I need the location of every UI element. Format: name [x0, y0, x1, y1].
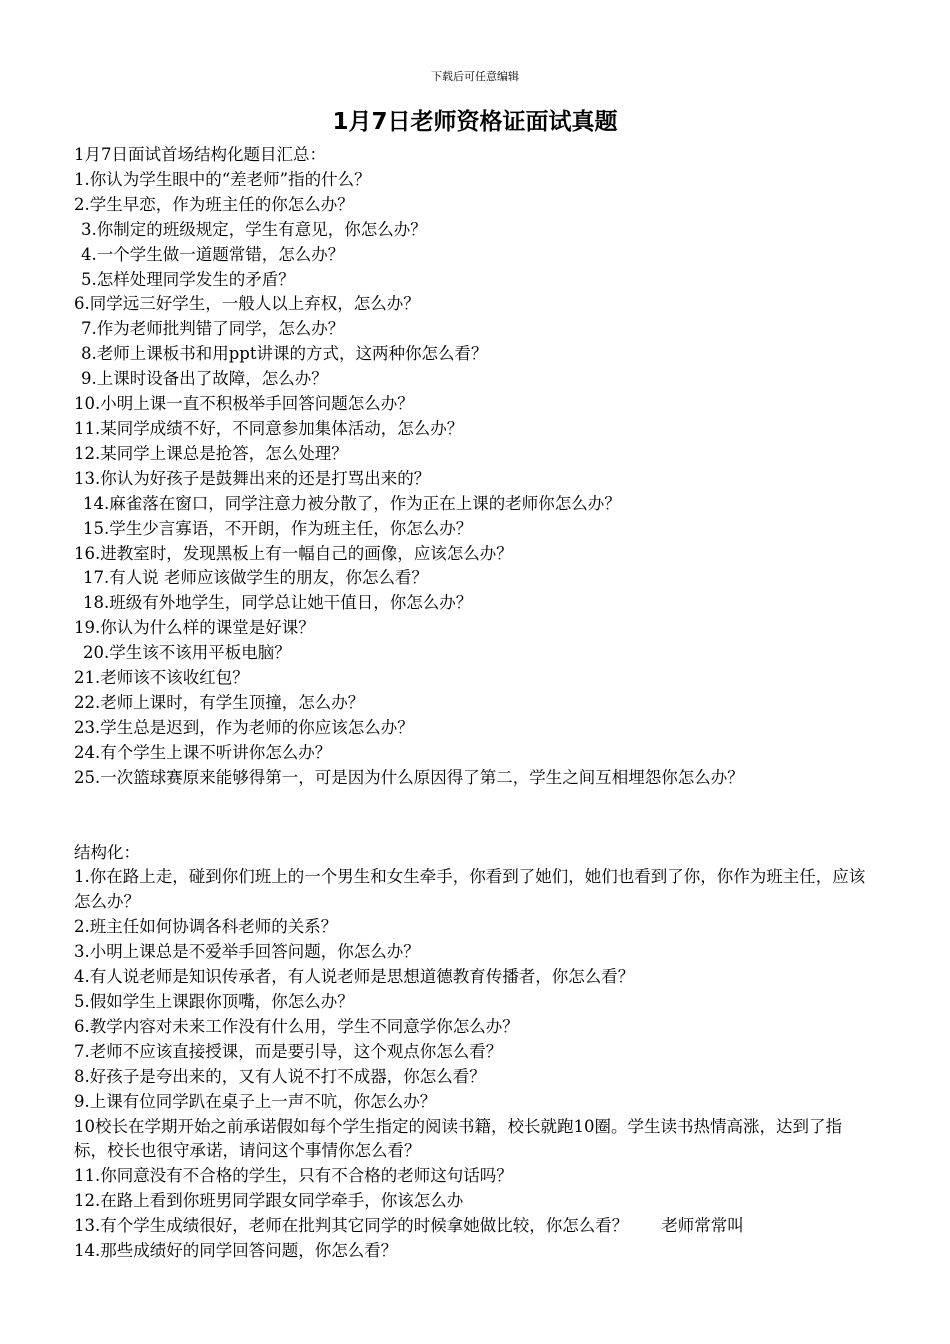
question-item: 4.有人说老师是知识传承者，有人说老师是思想道德教育传播者，你怎么看？	[74, 967, 635, 987]
question-item: 7.老师不应该直接授课，而是要引导，这个观点你怎么看？	[74, 1041, 503, 1061]
question-item: 9.上课时设备出了故障，怎么办？	[81, 369, 328, 389]
question-item: 10.小明上课一直不积极举手回答问题怎么办？	[74, 394, 414, 414]
question-item: 24.有个学生上课不听讲你怎么办？	[74, 742, 332, 762]
question-item: 12.在路上看到你班男同学跟女同学牵手，你该怎么办	[74, 1191, 464, 1211]
question-item: 14.麻雀落在窗口，同学注意力被分散了，作为正在上课的老师你怎么办？	[83, 493, 621, 513]
section2-heading: 结构化：	[74, 842, 140, 862]
question-item: 8.老师上课板书和用ppt讲课的方式，这两种你怎么看？	[81, 344, 488, 364]
question-item: 14.那些成绩好的同学回答问题，你怎么看？	[74, 1241, 398, 1261]
question-item: 16.进教室时，发现黑板上有一幅自己的画像，应该怎么办？	[74, 543, 513, 563]
question-item: 2.班主任如何协调各科老师的关系？	[74, 917, 338, 937]
question-item: 25.一次篮球赛原来能够得第一，可是因为什么原因得了第二，学生之间互相埋怨你怎么办？	[74, 767, 744, 787]
question-item: 1.你在路上走，碰到你们班上的一个男生和女生牵手，你看到了她们，她们也看到了你，你作为班主任，应该怎么办？	[74, 867, 866, 912]
question-item: 23.学生总是迟到，作为老师的你应该怎么办？	[74, 717, 414, 737]
document-body	[74, 143, 874, 1264]
question-item: 6.同学远三好学生，一般人以上弃权，怎么办？	[74, 294, 420, 314]
question-item: 2.学生早恋，作为班主任的你怎么办？	[74, 194, 354, 214]
section-gap	[74, 791, 874, 841]
document-title: 1月7日老师资格证面试真题	[332, 109, 618, 135]
question-item: 21.老师该不该收红包？	[74, 668, 249, 688]
question-item: 4.一个学生做一道题常错，怎么办？	[81, 244, 345, 264]
question-item: 10校长在学期开始之前承诺假如每个学生指定的阅读书籍，校长就跑10圈。学生读书热情高涨，达到了指标，校长也很守承诺，请问这个事情你怎么看？	[74, 1116, 842, 1161]
section1-heading: 1月7日面试首场结构化题目汇总：	[74, 145, 326, 164]
question-item: 6.教学内容对未来工作没有什么用，学生不同意学你怎么办？	[74, 1016, 519, 1036]
question-item: 22.老师上课时，有学生顶撞，怎么办？	[74, 692, 365, 712]
question-item: 12.某同学上课总是抢答，怎么处理？	[74, 443, 348, 463]
question-item: 17.有人说 老师应该做学生的朋友，你怎么看？	[83, 568, 428, 588]
question-item: 13.有个学生成绩很好，老师在批判其它同学的时候拿她做比较，你怎么看？ 老师常常叫	[74, 1216, 744, 1236]
question-item: 8.好孩子是夸出来的，又有人说不打不成器，你怎么看？	[74, 1066, 486, 1086]
question-item: 18.班级有外地学生，同学总让她干值日，你怎么办？	[83, 593, 473, 613]
question-item: 7.作为老师批判错了同学，怎么办？	[81, 319, 345, 339]
question-item: 5.怎样处理同学发生的矛盾？	[81, 269, 295, 289]
question-item: 5.假如学生上课跟你顶嘴，你怎么办？	[74, 992, 354, 1011]
question-item: 9.上课有位同学趴在桌子上一声不吭，你怎么办？	[74, 1091, 437, 1111]
question-item: 20.学生该不该用平板电脑？	[83, 643, 291, 663]
question-item: 1.你认为学生眼中的“差老师”指的什么？	[74, 169, 371, 189]
question-item: 3.小明上课总是不爱举手回答问题，你怎么办？	[74, 942, 420, 962]
question-item: 19.你认为什么样的课堂是好课？	[74, 618, 315, 638]
question-item: 13.你认为好孩子是鼓舞出来的还是打骂出来的？	[74, 468, 431, 488]
question-item: 15.学生少言寡语，不开朗，作为班主任，你怎么办？	[83, 518, 473, 538]
question-item: 11.你同意没有不合格的学生，只有不合格的老师这句话吗？	[74, 1166, 513, 1186]
question-item: 11.某同学成绩不好，不同意参加集体活动，怎么办？	[74, 418, 464, 438]
header-note: 下载后可任意编辑	[431, 70, 519, 83]
question-item: 3.你制定的班级规定，学生有意见，你怎么办？	[81, 219, 427, 239]
